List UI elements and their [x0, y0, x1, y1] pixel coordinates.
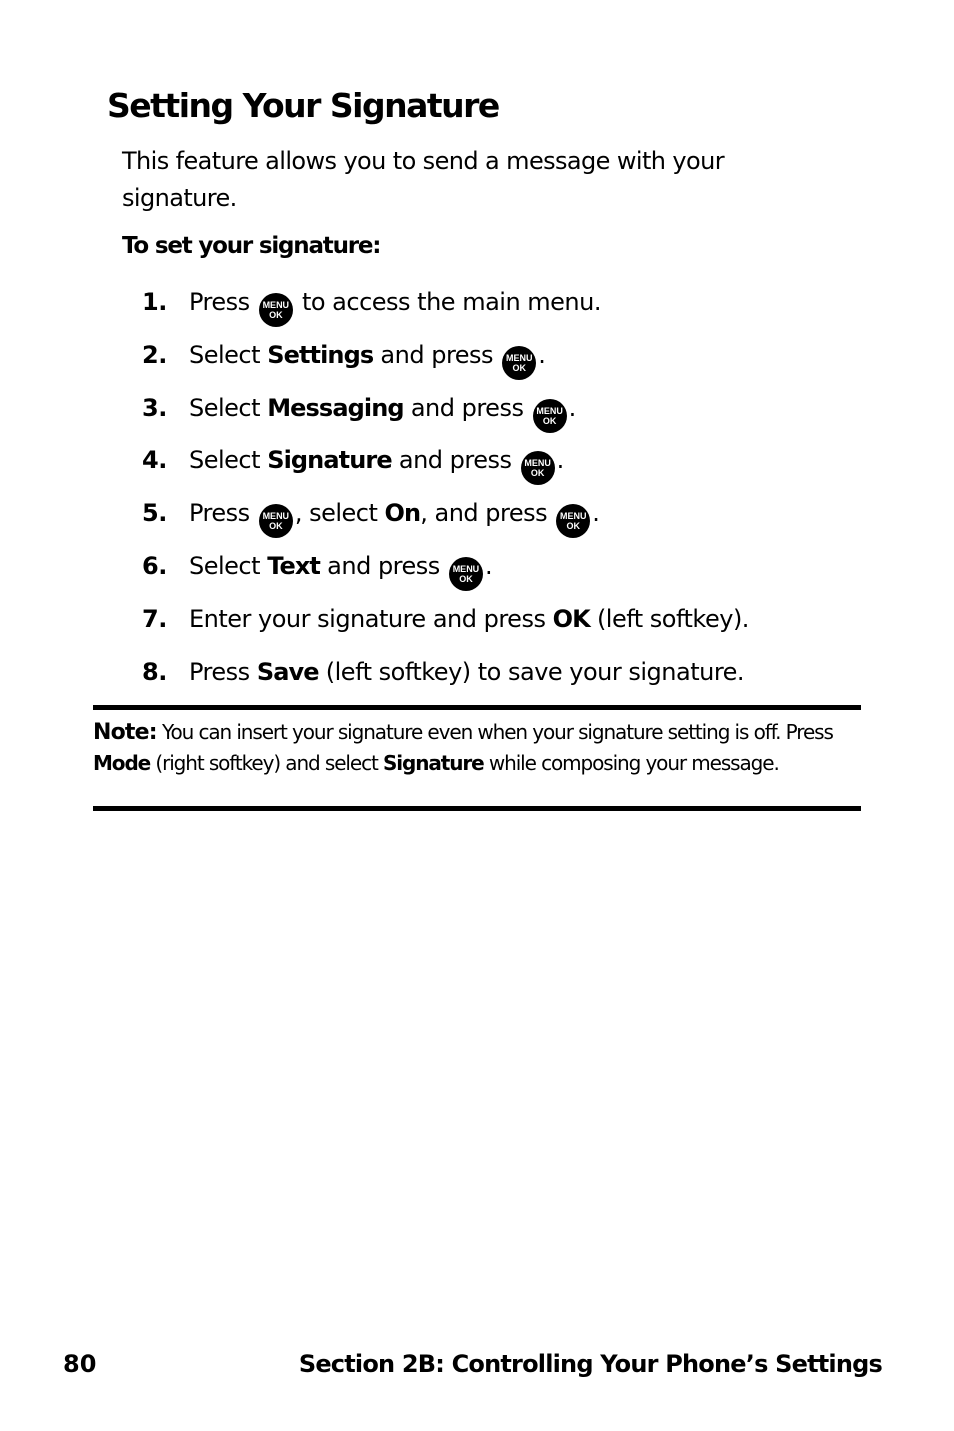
step-text-part: (left softkey) to save your signature. [325, 657, 745, 686]
step-number: 3. [142, 393, 167, 422]
menu-key-label: MENU [262, 300, 290, 310]
step-text-part: . [592, 499, 600, 528]
menu-option-on: On [384, 499, 421, 528]
softkey-mode: Mode [93, 751, 151, 775]
softkey-ok: OK [552, 604, 590, 633]
step-number: 6. [142, 551, 167, 580]
step-text-part: Enter your signature and press [189, 604, 546, 633]
step-text-part: to access the main menu. [301, 288, 601, 316]
menu-key-label: MENU [262, 511, 290, 522]
menu-option-text: Text [267, 551, 321, 580]
menu-key-label: MENU [536, 405, 563, 416]
step-text-part: , select [294, 499, 378, 528]
step-text-part: Select [189, 393, 261, 422]
note-label: Note: [93, 720, 157, 745]
procedure-subheading: To set your signature: [122, 233, 381, 259]
step-text-part: Select [189, 446, 261, 475]
note-text-part: You can insert your signature even when your signature setting is off. Press [162, 720, 833, 744]
step-text-part: Press [189, 657, 250, 686]
step-text-part: Press [189, 499, 250, 528]
step-2 [142, 337, 862, 390]
menu-option-signature: Signature [382, 751, 484, 775]
step-text [189, 337, 545, 380]
menu-key-label: MENU [560, 511, 587, 522]
menu-key-label: MENU [524, 458, 551, 469]
menu-option-signature: Signature [267, 446, 392, 475]
menu-ok-key-icon [502, 346, 536, 380]
ok-key-label: OK [269, 310, 283, 320]
menu-ok-key-icon [556, 504, 590, 538]
step-7 [142, 601, 862, 654]
step-text-part: . [556, 446, 564, 475]
step-6 [142, 548, 862, 601]
ok-key-label: OK [566, 521, 581, 532]
menu-option-settings: Settings [267, 340, 374, 369]
page-number: 80 [63, 1350, 97, 1378]
step-1 [142, 284, 862, 337]
ok-key-label: OK [542, 415, 557, 426]
menu-ok-key-icon [533, 399, 567, 433]
steps-list [142, 284, 862, 706]
menu-option-messaging: Messaging [267, 393, 404, 422]
step-number: 2. [142, 340, 167, 369]
step-text-part: and press [380, 340, 494, 369]
page-title: Setting Your Signature [107, 86, 499, 125]
menu-key-label: MENU [505, 352, 533, 363]
ok-key-label: OK [459, 573, 473, 584]
step-text-part: and press [398, 446, 512, 475]
menu-ok-key-icon [259, 293, 293, 327]
step-text [189, 654, 744, 690]
menu-ok-key-icon [521, 451, 555, 485]
note-text-part: (right softkey) and select [155, 751, 378, 775]
step-text-part: , and press [420, 499, 548, 528]
ok-key-label: OK [512, 362, 526, 373]
step-3 [142, 390, 862, 443]
step-number: 7. [142, 604, 167, 633]
section-title: Section 2B: Controlling Your Phone’s Settings [298, 1350, 882, 1378]
step-text [189, 390, 576, 433]
step-text-part: and press [327, 551, 440, 580]
menu-ok-key-icon [259, 504, 293, 538]
step-text-part: . [568, 393, 576, 422]
step-text [189, 442, 564, 485]
note-box [93, 705, 861, 811]
step-text [189, 548, 492, 591]
step-text [189, 601, 749, 637]
step-text-part: Press [189, 288, 250, 316]
step-number: 5. [142, 499, 167, 528]
note-text-part: while composing your message. [488, 751, 779, 775]
step-4 [142, 442, 862, 495]
step-text [189, 284, 601, 327]
ok-key-label: OK [530, 468, 545, 479]
menu-key-label: MENU [452, 563, 480, 574]
step-5 [142, 495, 862, 548]
step-number: 8. [142, 657, 167, 686]
step-8 [142, 654, 862, 707]
step-text-part: and press [410, 393, 524, 422]
note-text [93, 717, 861, 778]
step-text-part: Select [189, 551, 261, 580]
step-number: 1. [142, 288, 167, 316]
menu-ok-key-icon [449, 557, 483, 591]
softkey-save: Save [256, 657, 319, 686]
intro-paragraph: This feature allows you to send a message with your signature. [122, 147, 724, 212]
step-text [189, 495, 599, 538]
step-text-part: . [538, 340, 546, 369]
ok-key-label: OK [269, 521, 283, 532]
step-text-part: Select [189, 340, 261, 369]
step-text-part: . [484, 551, 493, 580]
step-number: 4. [142, 446, 167, 475]
step-text-part: (left softkey). [596, 604, 749, 633]
